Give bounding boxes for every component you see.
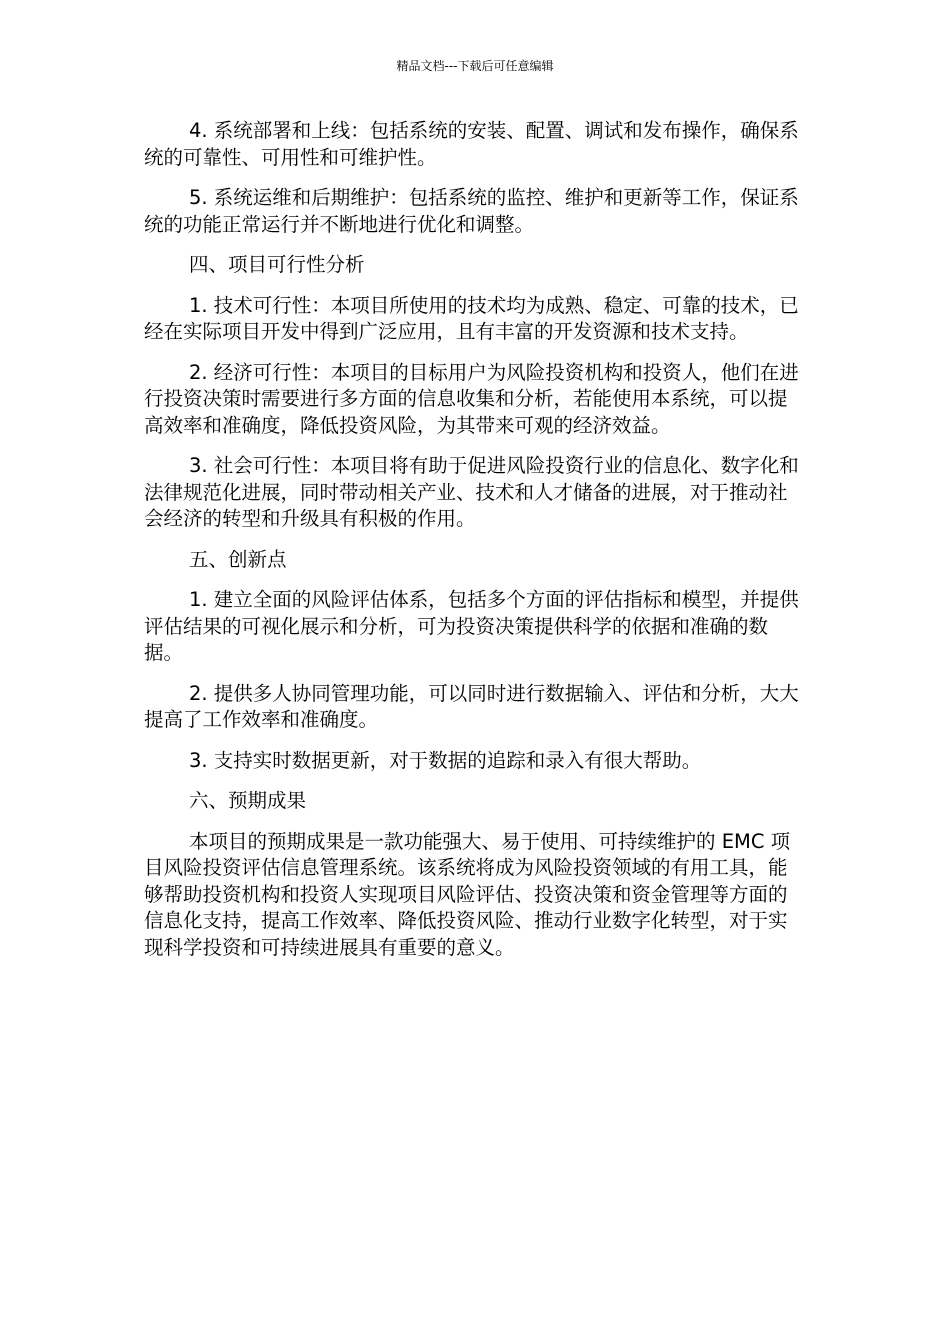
paragraph-innovation-2: 2. 提供多人协同管理功能，可以同时进行数据输入、评估和分析，大大提高了工作效率和准确度。 <box>144 681 799 731</box>
paragraph-innovation-3: 3. 支持实时数据更新，对于数据的追踪和录入有很大帮助。 <box>189 748 702 772</box>
section-heading-feasibility: 四、项目可行性分析 <box>189 253 365 276</box>
paragraph-deployment: 4. 系统部署和上线：包括系统的安装、配置、调试和发布操作，确保系统的可靠性、可用性和可维护性。 <box>144 119 799 169</box>
page-header: 精品文档---下载后可任意编辑 <box>396 59 554 73</box>
paragraph-economic-feasibility: 2. 经济可行性：本项目的目标用户为风险投资机构和投资人，他们在进行投资决策时需要进行多方面的信息收集和分析，若能使用本系统，可以提高效率和准确度，降低投资风险，为其带来可观的经济效益。 <box>144 360 799 437</box>
document-body <box>144 118 802 975</box>
section-heading-innovation: 五、创新点 <box>189 547 287 571</box>
paragraph-maintenance: 5. 系统运维和后期维护：包括系统的监控、维护和更新等工作，保证系统的功能正常运行并不断地进行优化和调整。 <box>144 186 799 236</box>
paragraph-technical-feasibility: 1. 技术可行性：本项目所使用的技术均为成熟、稳定、可靠的技术，已经在实际项目开发中得到广泛应用，且有丰富的开发资源和技术支持。 <box>144 293 799 343</box>
paragraph-innovation-1: 1. 建立全面的风险评估体系，包括多个方面的评估指标和模型，并提供评估结果的可视化展示和分析，可为投资决策提供科学的依据和准确的数据。 <box>144 588 799 664</box>
paragraph-social-feasibility: 3. 社会可行性：本项目将有助于促进风险投资行业的信息化、数字化和法律规范化进展，同时带动相关产业、技术和人才储备的进展，对于推动社会经济的转型和升级具有积极的作用。 <box>144 454 799 530</box>
section-heading-expected-results: 六、预期成果 <box>189 789 307 812</box>
paragraph-expected-results: 本项目的预期成果是一款功能强大、易于使用、可持续维护的 EMC 项目风险投资评估信息管理系统。该系统将成为风险投资领域的有用工具，能够帮助投资机构和投资人实现项目风险评估、投资决策和资金管理等方面的信息化支持，提高工作效率、降低投资风险、推动行业数字化转型，对于实现科学投资和可持续进展具有重要的意义。 <box>144 829 791 959</box>
